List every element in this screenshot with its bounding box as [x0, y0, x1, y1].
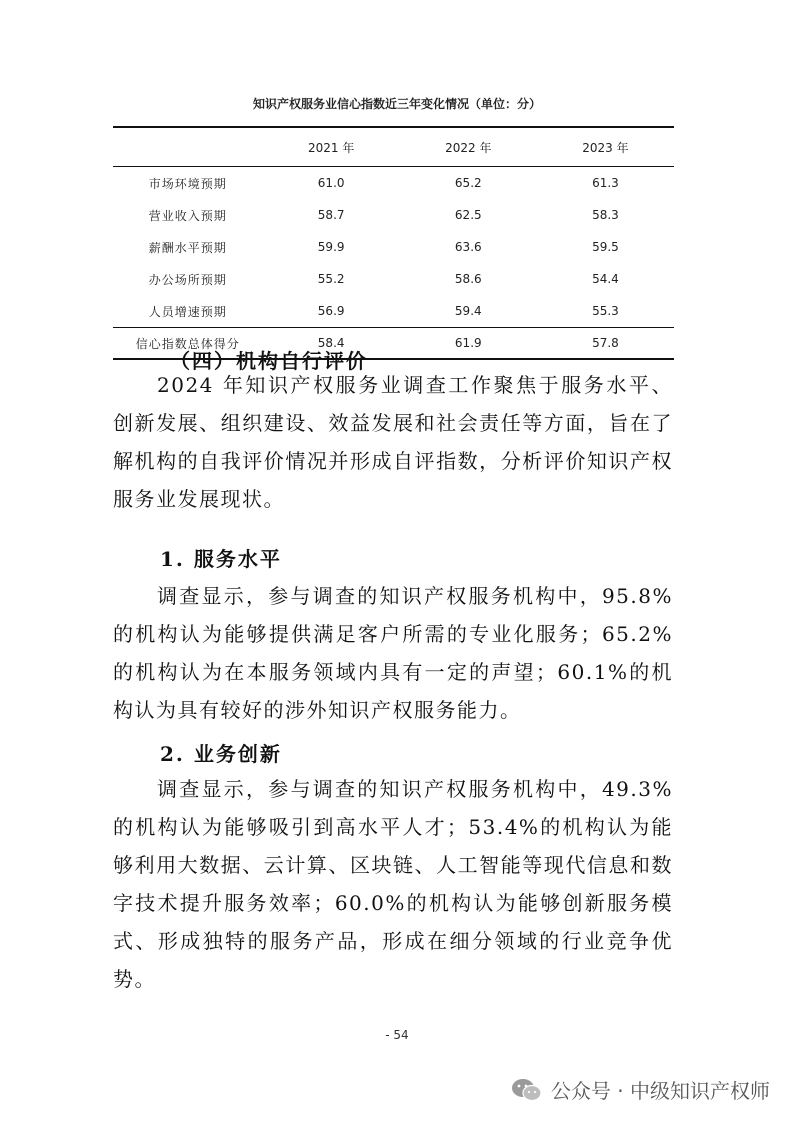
- cell-2022: 61.9: [400, 328, 537, 360]
- cell-2021: 58.7: [317, 208, 345, 222]
- row-label: 办公场所预期: [148, 272, 227, 287]
- cell-2023: 55.3: [592, 304, 619, 318]
- table-row: [113, 199, 674, 231]
- header-cell: 2021 年: [263, 127, 400, 167]
- table-caption: 知识产权服务业信心指数近三年变化情况（单位：分）: [252, 97, 541, 111]
- cell-2023: 57.8: [537, 328, 674, 360]
- cell-2021: 61.0: [317, 176, 345, 190]
- cell-2023: 59.5: [592, 240, 619, 254]
- wechat-icon: [511, 1077, 543, 1103]
- header-cell: 2023 年: [537, 127, 674, 167]
- cell-2022: 59.4: [454, 304, 482, 318]
- section-heading: （四）机构自行评价: [170, 349, 368, 373]
- header-cell: 2022 年: [400, 127, 537, 167]
- watermark: [511, 1075, 770, 1104]
- table-row: [113, 231, 674, 263]
- service-level-paragraph: 调查显示，参与调查的知识产权服务机构中，95.8%的机构认为能够提供满足客户所需的专业化服务；65.2%的机构认为在本服务领域内具有一定的声望；60.1%的机构认为具有较好的涉外知识产权服务能力。: [113, 584, 673, 722]
- row-label: 薪酬水平预期: [148, 240, 227, 255]
- row-label: 人员增速预期: [148, 304, 227, 319]
- header-cell: [113, 127, 263, 167]
- table-header-row: [113, 127, 674, 167]
- watermark-text: 公众号 · 中级知识产权师: [550, 1079, 770, 1103]
- section-intro-paragraph: 2024 年知识产权服务业调查工作聚焦于服务水平、创新发展、组织建设、效益发展和社会责任等方面，旨在了解机构的自我评价情况并形成自评指数，分析评价知识产权服务业发展现状。: [113, 373, 673, 511]
- row-label: 信心指数总体得分: [113, 328, 263, 360]
- cell-2021: 56.9: [317, 304, 345, 318]
- subsection-heading-business-innovation: 2. 业务创新: [160, 742, 282, 766]
- confidence-index-table: [113, 126, 674, 360]
- cell-2022: 65.2: [454, 176, 482, 190]
- cell-2022: 58.6: [454, 272, 482, 286]
- row-label: 市场环境预期: [148, 176, 227, 191]
- table-row: [113, 263, 674, 295]
- page-number: - 54: [385, 1028, 409, 1042]
- cell-2021: 58.4: [263, 328, 400, 360]
- subsection-heading-service-level: 1. 服务水平: [160, 547, 282, 571]
- cell-2023: 58.3: [592, 208, 619, 222]
- cell-2023: 54.4: [592, 272, 619, 286]
- cell-2022: 62.5: [454, 208, 482, 222]
- cell-2023: 61.3: [592, 176, 619, 190]
- cell-2022: 63.6: [454, 240, 482, 254]
- cell-2021: 59.9: [317, 240, 345, 254]
- table-row: [113, 167, 674, 200]
- cell-2021: 55.2: [317, 272, 345, 286]
- business-innovation-paragraph: 调查显示，参与调查的知识产权服务机构中，49.3%的机构认为能够吸引到高水平人才；53.4%的机构认为能够利用大数据、云计算、区块链、人工智能等现代信息和数字技术提升服务效率；60.0%的机构认为能够创新服务模式、形成独特的服务产品，形成在细分领域的行业竞争优势。: [113, 777, 673, 991]
- row-label: 营业收入预期: [148, 208, 227, 223]
- table-row: [113, 295, 674, 328]
